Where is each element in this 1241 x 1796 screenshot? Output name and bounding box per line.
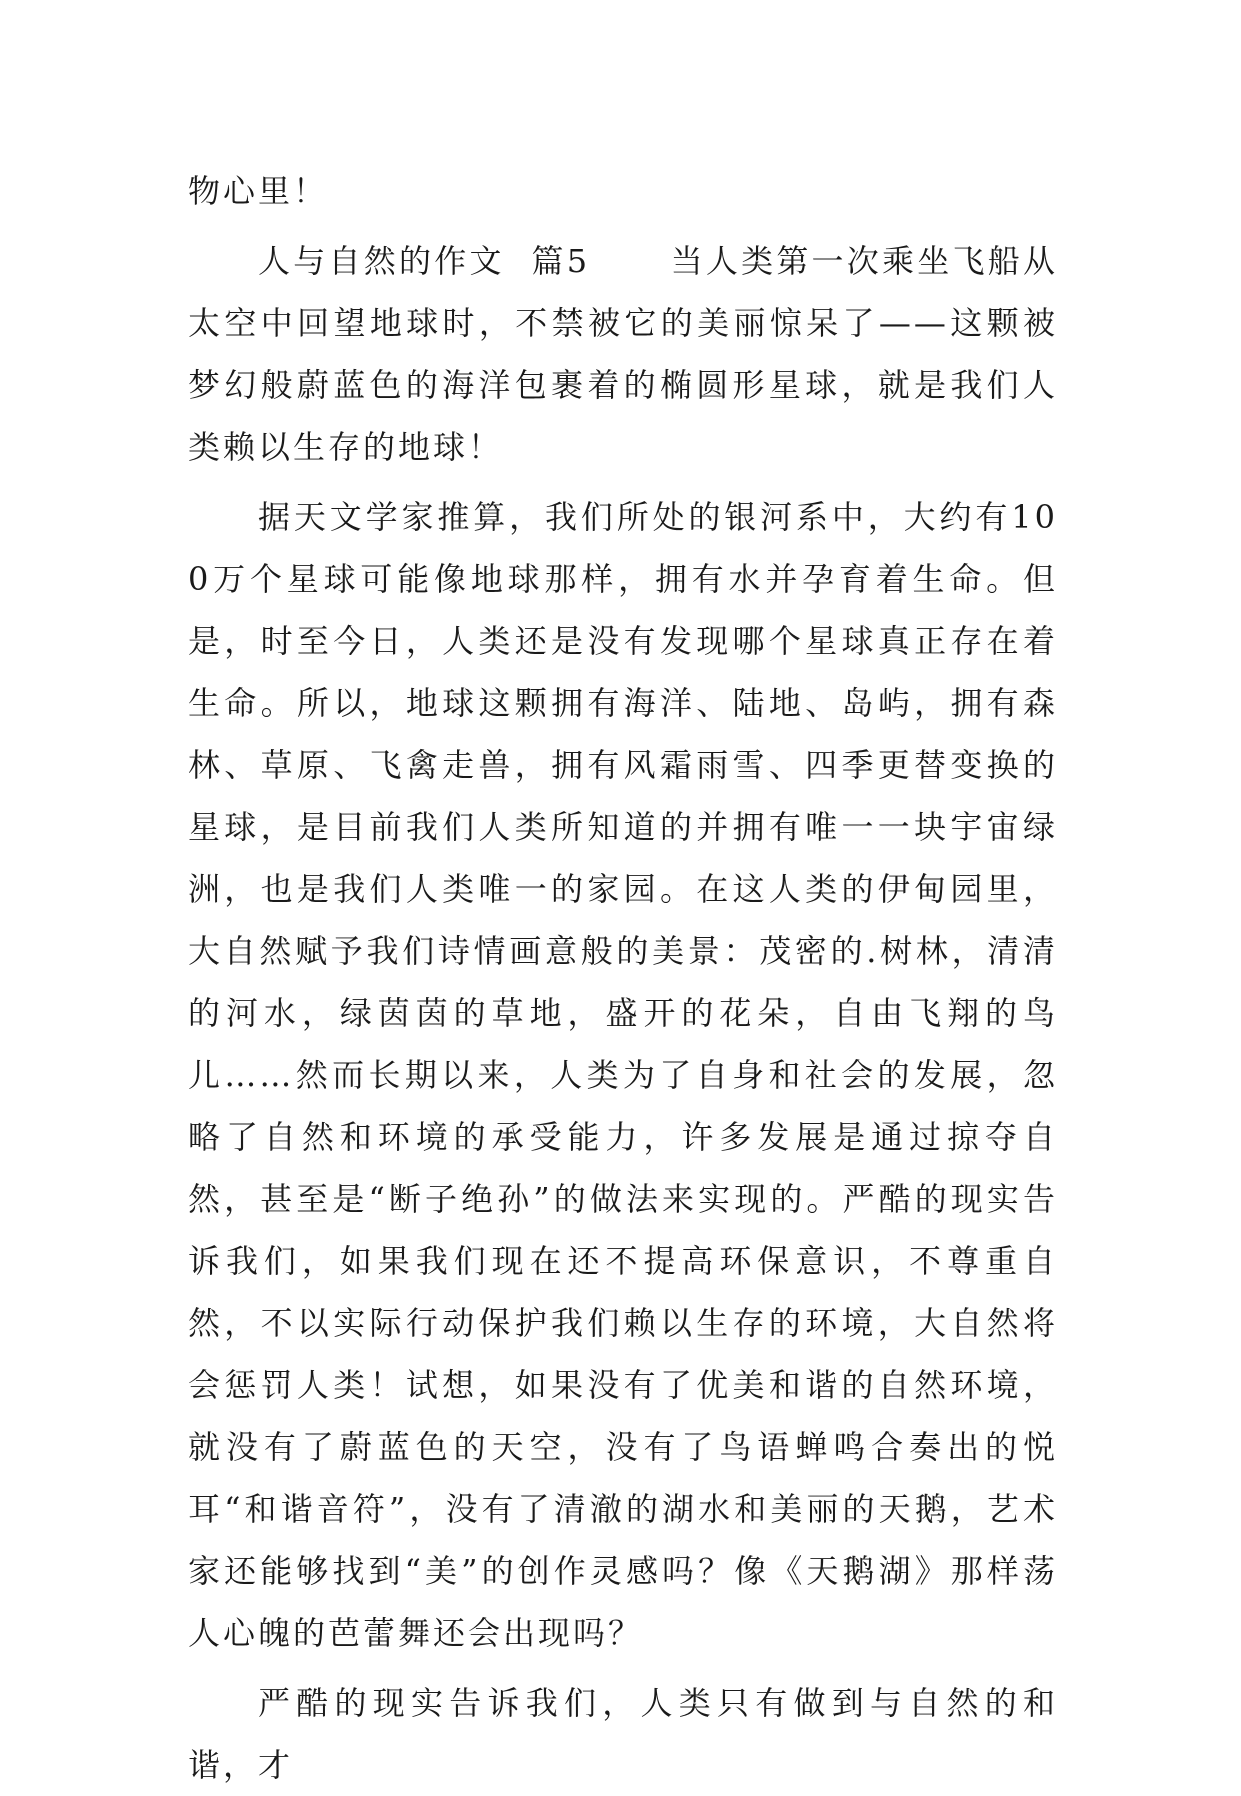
- document-body: [188, 160, 1058, 1796]
- paragraph-2-text: 当人类第一次乘坐飞船从太空中回望地球时，不禁被它的美丽惊呆了——这颗被梦幻般蔚蓝色的海洋包裹着的椭圆形星球，就是我们人类赖以生存的地球！: [188, 242, 1058, 466]
- section-heading: 人与自然的作文 篇5: [258, 242, 591, 280]
- paragraph-1: 物心里！: [188, 172, 329, 210]
- paragraph-4: 严酷的现实告诉我们，人类只有做到与自然的和谐，才: [188, 1684, 1058, 1784]
- paragraph-2: [188, 230, 1058, 478]
- paragraph-3: 据天文学家推算，我们所处的银河系中，大约有100万个星球可能像地球那样，拥有水并孕育着生命。但是，时至今日，人类还是没有发现哪个星球真正存在着生命。所以，地球这颗拥有海洋、陆地、岛屿，拥有森林、草原、飞禽走兽，拥有风霜雨雪、四季更替变换的星球，是目前我们人类所知道的并拥有唯一一块宇宙绿洲，也是我们人类唯一的家园。在这人类的伊甸园里，大自然赋予我们诗情画意般的美景：茂密的.树林，清清的河水，绿茵茵的草地，盛开的花朵，自由飞翔的鸟儿……然而长期以来，人类为了自身和社会的发展，忽略了自然和环境的承受能力，许多发展是通过掠夺自然，甚至是“断子绝孙”的做法来实现的。严酷的现实告诉我们，如果我们现在还不提高环保意识，不尊重自然，不以实际行动保护我们赖以生存的环境，大自然将会惩罚人类！试想，如果没有了优美和谐的自然环境，就没有了蔚蓝色的天空，没有了鸟语蝉鸣合奏出的悦耳“和谐音符”，没有了清澈的湖水和美丽的天鹅，艺术家还能够找到“美”的创作灵感吗？像《天鹅湖》那样荡人心魄的芭蕾舞还会出现吗？: [188, 498, 1058, 1652]
